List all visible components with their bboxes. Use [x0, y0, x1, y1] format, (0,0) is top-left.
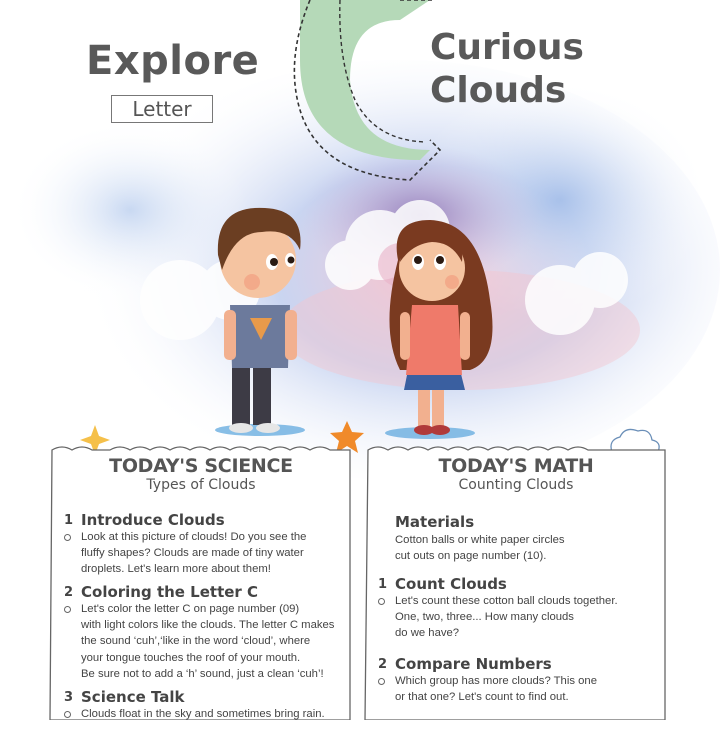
step-number: 1: [64, 513, 74, 528]
step-heading: Introduce Clouds: [81, 511, 225, 529]
science-card-title: TODAY'S SCIENCE: [109, 455, 293, 477]
text-line: or that one? Let's count to find out.: [395, 691, 569, 704]
step-heading: Compare Numbers: [395, 655, 552, 673]
materials-heading: Materials: [395, 513, 475, 531]
bullet-icon: [378, 678, 385, 685]
bullet-icon: [64, 711, 71, 718]
text-line: cut outs on page number (10).: [395, 550, 547, 563]
letter-label-box: Letter: [111, 95, 213, 123]
step-text: [395, 593, 618, 642]
science-card-subtitle: Types of Clouds: [146, 477, 256, 493]
materials-text: [395, 532, 565, 564]
text-line: Cotton balls or white paper circles: [395, 534, 565, 546]
theme-title-line1: Curious: [430, 27, 584, 68]
theme-title: [430, 26, 584, 112]
text-line: Which group has more clouds? This one: [395, 675, 597, 687]
step-number: 3: [64, 690, 74, 705]
text-line: One, two, three... How many clouds: [395, 611, 574, 624]
text-line: Let's count these cotton ball clouds together.: [395, 595, 618, 607]
text-line: Look at this picture of clouds! Do you see the: [81, 531, 307, 543]
text-line: fluffy shapes? Clouds are made of tiny water: [81, 547, 304, 560]
math-card: [367, 447, 665, 737]
page-title-explore: Explore: [86, 38, 260, 84]
math-card-title: TODAY'S MATH: [438, 455, 594, 477]
step-text: [81, 601, 334, 682]
step-heading: Count Clouds: [395, 575, 507, 593]
step-number: 1: [378, 577, 388, 592]
text-line: with light colors like the clouds. The letter C makes: [81, 619, 335, 632]
math-card-subtitle: Counting Clouds: [458, 477, 574, 493]
bullet-icon: [64, 606, 71, 613]
step-text: [395, 673, 597, 705]
theme-title-line2: Clouds: [430, 70, 567, 111]
bullet-icon: [378, 598, 385, 605]
text-line: the sound ‘cuh’,‘like in the word ‘cloud’, where: [81, 635, 311, 648]
text-line: droplets. Let's learn more about them!: [81, 563, 271, 576]
step-text: [81, 529, 306, 578]
science-card: [52, 447, 350, 737]
text-line: do we have?: [395, 627, 460, 640]
step-number: 2: [64, 585, 74, 600]
step-heading: Coloring the Letter C: [81, 583, 259, 601]
bullet-icon: [64, 534, 71, 541]
text-line: Clouds float in the sky and sometimes bring rain.: [81, 708, 325, 720]
text-line: Let's color the letter C on page number (09): [81, 603, 300, 615]
text-line: Be sure not to add a ‘h’ sound, just a clean ‘cuh’!: [81, 667, 324, 680]
step-heading: Science Talk: [81, 688, 185, 706]
step-number: 2: [378, 657, 388, 672]
text-line: your tongue touches the roof of your mouth.: [81, 651, 301, 664]
